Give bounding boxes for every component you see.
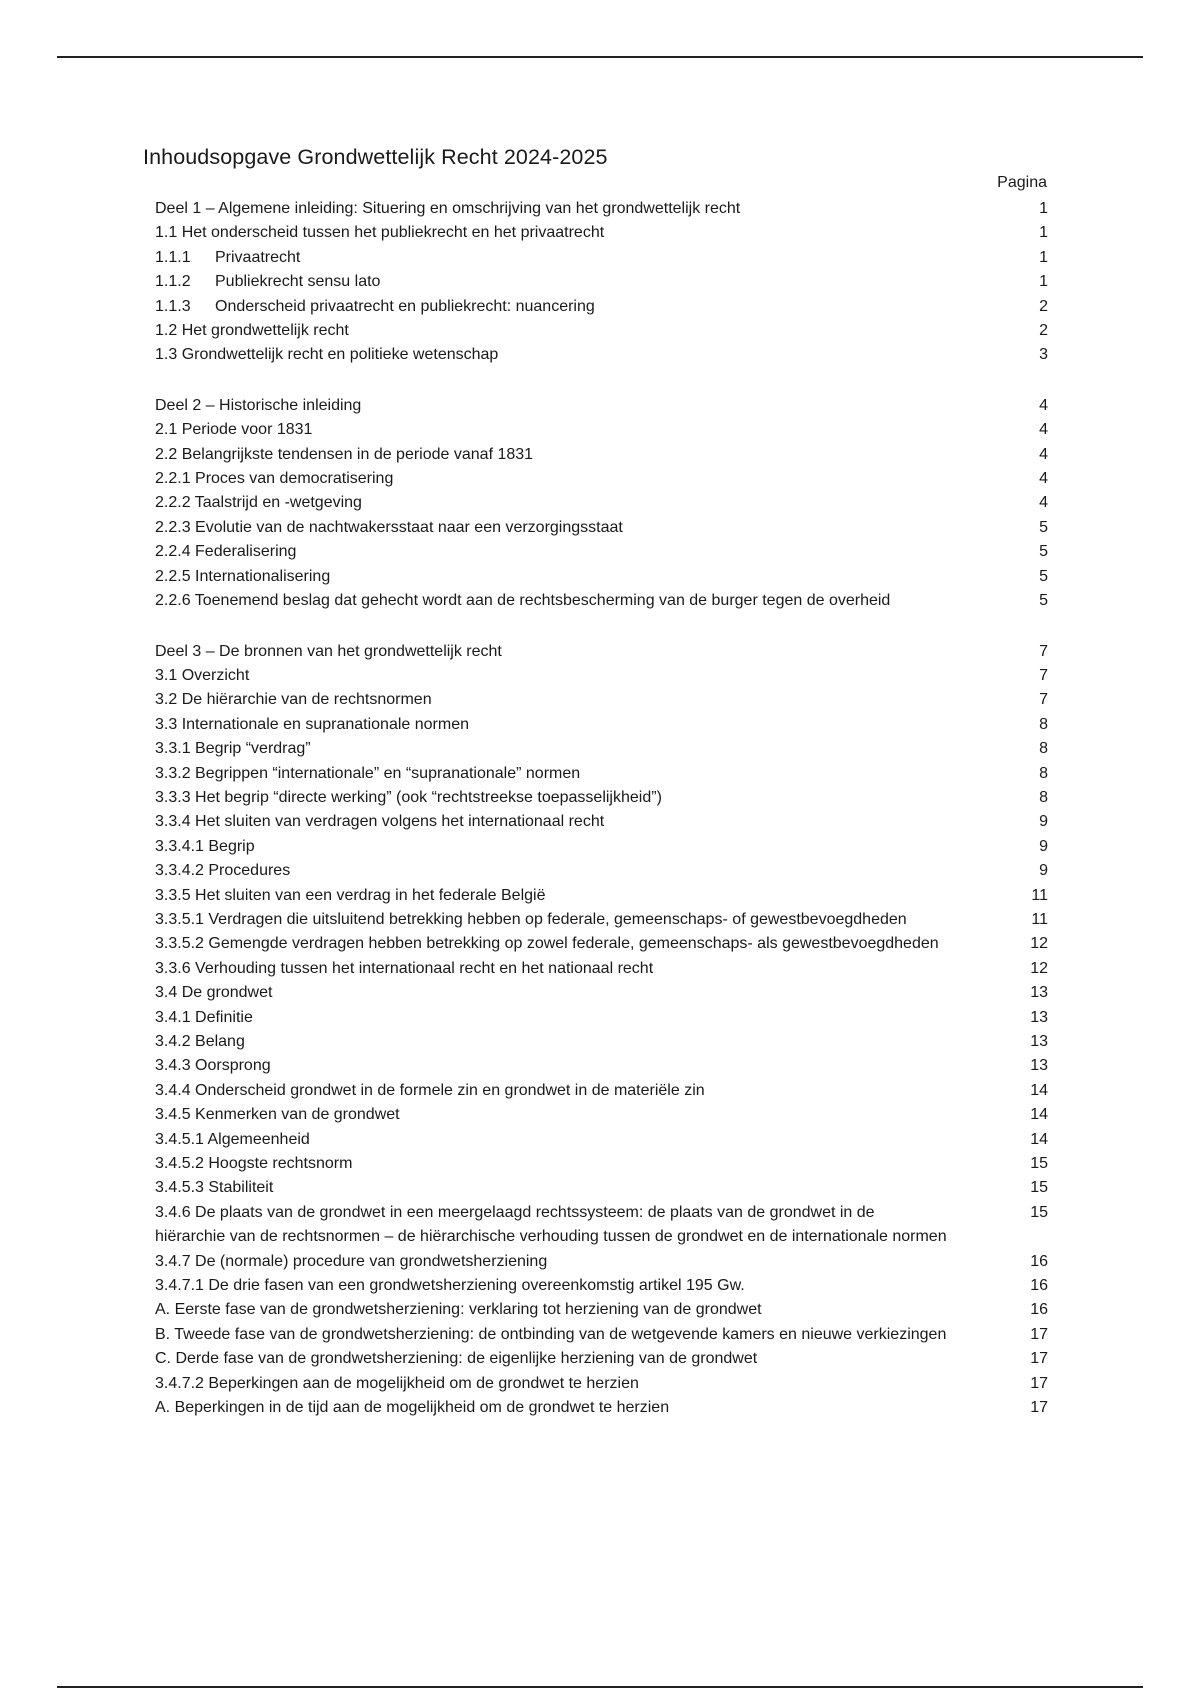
toc-entry-text: B. Tweede fase van de grondwetsherziening: de ontbinding van de wetgevende kamers en nieuwe verkiezingen bbox=[155, 1325, 947, 1343]
toc-entry-text: 3.3.4.2 Procedures bbox=[155, 862, 291, 880]
toc-entry-label bbox=[155, 1006, 1008, 1030]
toc-entry-text: Privaatrecht bbox=[215, 248, 301, 266]
toc-entry-text: 3.3.4.1 Begrip bbox=[155, 837, 255, 855]
toc-entry-text: 1.2 Het grondwettelijk recht bbox=[155, 322, 349, 340]
toc-entry-page: 17 bbox=[1030, 1374, 1048, 1392]
page-column-header: Pagina bbox=[997, 174, 1047, 191]
toc-entry-label bbox=[155, 1176, 1008, 1200]
toc-entry bbox=[155, 1054, 1048, 1078]
toc-entry-text: 1.3 Grondwettelijk recht en politieke wetenschap bbox=[155, 346, 499, 364]
toc-entry-label bbox=[155, 810, 1008, 834]
toc-entry-label bbox=[155, 1250, 1008, 1274]
toc-entry-page: 4 bbox=[1039, 421, 1048, 439]
toc-entry-text: 2.2.3 Evolutie van de nachtwakersstaat naar een verzorgingsstaat bbox=[155, 518, 623, 536]
toc-entry bbox=[155, 516, 1048, 540]
toc-entry bbox=[155, 565, 1048, 589]
toc-entry-page: 15 bbox=[1030, 1179, 1048, 1197]
toc-entry-page: 1 bbox=[1039, 200, 1048, 217]
toc-entry-text: 3.3.2 Begrippen “internationale” en “supranationale” normen bbox=[155, 764, 581, 782]
toc-entry bbox=[155, 1396, 1048, 1420]
toc-entry-page: 17 bbox=[1030, 1399, 1048, 1417]
toc-entry-label bbox=[155, 295, 1008, 319]
toc-entry bbox=[155, 932, 1048, 956]
toc-entry-text: Deel 2 – Historische inleiding bbox=[155, 396, 362, 414]
toc-entry-page: 8 bbox=[1039, 715, 1048, 733]
toc-entry-page: 9 bbox=[1039, 837, 1048, 855]
toc-entry-label bbox=[155, 1152, 1008, 1176]
toc-entry-label bbox=[155, 1274, 1008, 1298]
toc-entry-text: 3.3.3 Het begrip “directe werking” (ook “rechtstreekse toepasselijkheid”) bbox=[155, 788, 662, 806]
toc-entry-label bbox=[155, 565, 1008, 589]
toc-entry-label bbox=[155, 1201, 1008, 1250]
toc-entry-page: 5 bbox=[1039, 543, 1048, 561]
toc-entry-text: 3.4.5.3 Stabiliteit bbox=[155, 1179, 274, 1197]
document-title: Inhoudsopgave Grondwettelijk Recht 2024-2025 bbox=[143, 145, 608, 169]
toc-entry-label bbox=[155, 981, 1008, 1005]
toc-entry-text: Publiekrecht sensu lato bbox=[215, 273, 381, 291]
toc-entry bbox=[155, 1274, 1048, 1298]
toc-entry-page: 5 bbox=[1039, 592, 1048, 610]
toc-entry-page: 15 bbox=[1030, 1203, 1048, 1221]
toc-entry-label bbox=[155, 908, 1008, 932]
toc-entry-text: 3.4.7.2 Beperkingen aan de mogelijkheid om de grondwet te herzien bbox=[155, 1374, 639, 1392]
toc-entry bbox=[155, 1323, 1048, 1347]
toc-entry-page: 2 bbox=[1039, 322, 1048, 340]
toc-entry bbox=[155, 1201, 1048, 1250]
toc-entry-text: 3.4.5.1 Algemeenheid bbox=[155, 1130, 310, 1148]
toc-entry-text: Deel 1 – Algemene inleiding: Situering en omschrijving van het grondwettelijk recht bbox=[155, 200, 741, 217]
toc-entry bbox=[155, 197, 1048, 221]
toc-entry bbox=[155, 295, 1048, 319]
toc-entry-label bbox=[155, 1103, 1008, 1127]
toc-entry-text: 3.4.5.2 Hoogste rechtsnorm bbox=[155, 1155, 353, 1173]
toc-entry-page: 17 bbox=[1030, 1350, 1048, 1368]
toc-entry-label bbox=[155, 835, 1008, 859]
toc-entry-page: 13 bbox=[1030, 1033, 1048, 1050]
toc-entry-label bbox=[155, 319, 1008, 343]
toc-entry-label bbox=[155, 197, 1008, 221]
toc-entry-page: 8 bbox=[1039, 764, 1048, 782]
toc-entry-page: 12 bbox=[1030, 935, 1048, 953]
toc-entry bbox=[155, 394, 1048, 418]
toc-entry-text: 3.4.3 Oorsprong bbox=[155, 1057, 271, 1075]
toc-entry-page: 1 bbox=[1039, 224, 1048, 242]
toc-entry-text: 2.2.4 Federalisering bbox=[155, 543, 297, 561]
toc-entry-label bbox=[155, 443, 1008, 467]
toc-entry-text: 3.3 Internationale en supranationale normen bbox=[155, 715, 469, 733]
toc-entry-text: 3.3.1 Begrip “verdrag” bbox=[155, 740, 311, 758]
toc-entry bbox=[155, 343, 1048, 367]
toc-entry-page: 4 bbox=[1039, 494, 1048, 512]
toc-entry bbox=[155, 1006, 1048, 1030]
toc-entry bbox=[155, 640, 1048, 664]
toc-entry-label bbox=[155, 1298, 1008, 1322]
toc-entry bbox=[155, 908, 1048, 932]
toc-entry bbox=[155, 221, 1048, 245]
toc-entry-text: 3.4.5 Kenmerken van de grondwet bbox=[155, 1106, 400, 1124]
toc-entry-text: 3.2 De hiërarchie van de rechtsnormen bbox=[155, 691, 432, 709]
toc-entry-label bbox=[155, 270, 1008, 294]
toc-entry bbox=[155, 1128, 1048, 1152]
toc-entry bbox=[155, 786, 1048, 810]
toc-entry-page: 16 bbox=[1030, 1301, 1048, 1319]
toc-entry bbox=[155, 1372, 1048, 1396]
toc-entry-label bbox=[155, 1054, 1008, 1078]
toc-entry-page: 2 bbox=[1039, 297, 1048, 315]
toc-entry-label bbox=[155, 1372, 1008, 1396]
toc-entry-page: 5 bbox=[1039, 567, 1048, 585]
toc-entry-page: 3 bbox=[1039, 346, 1048, 364]
toc-entry-page: 7 bbox=[1039, 691, 1048, 709]
toc-entry-label bbox=[155, 491, 1008, 515]
toc-entry-label bbox=[155, 1347, 1008, 1371]
toc-entry-page: 13 bbox=[1030, 1008, 1048, 1026]
toc-entry-label bbox=[155, 1030, 1008, 1054]
toc-entry bbox=[155, 319, 1048, 343]
footer-rule bbox=[57, 1686, 1143, 1688]
toc-entry-page: 1 bbox=[1039, 248, 1048, 266]
toc-entry-text: 3.3.5.1 Verdragen die uitsluitend betrekking hebben op federale, gemeenschaps- of gewestbevoegdheden bbox=[155, 910, 907, 928]
toc-entry bbox=[155, 737, 1048, 761]
toc-entry-text: 2.2.6 Toenemend beslag dat gehecht wordt aan de rechtsbescherming van de burger tegen de overheid bbox=[155, 592, 891, 610]
toc-entry bbox=[155, 1176, 1048, 1200]
toc-entry-text: 3.4 De grondwet bbox=[155, 984, 273, 1002]
toc-entry-page: 14 bbox=[1030, 1130, 1048, 1148]
toc-entry-page: 4 bbox=[1039, 445, 1048, 463]
toc-entry bbox=[155, 540, 1048, 564]
toc-entry bbox=[155, 688, 1048, 712]
toc-entry-text: C. Derde fase van de grondwetsherziening: de eigenlijke herziening van de grondwet bbox=[155, 1350, 758, 1368]
toc-entry-text: 3.4.1 Definitie bbox=[155, 1008, 253, 1026]
toc-entry-label bbox=[155, 713, 1008, 737]
toc-entry-page: 7 bbox=[1039, 642, 1048, 660]
toc-entry bbox=[155, 957, 1048, 981]
toc-entry-label bbox=[155, 246, 1008, 270]
toc-entry-label bbox=[155, 932, 1008, 956]
toc-entry bbox=[155, 981, 1048, 1005]
toc-entry-label bbox=[155, 516, 1008, 540]
toc-entry-text: 3.3.6 Verhouding tussen het internationaal recht en het nationaal recht bbox=[155, 959, 654, 977]
toc-entry-text: 3.3.5.2 Gemengde verdragen hebben betrekking op zowel federale, gemeenschaps- als gewestbevoegdheden bbox=[155, 935, 939, 953]
toc-entry-text: 2.2 Belangrijkste tendensen in de periode vanaf 1831 bbox=[155, 445, 534, 463]
toc-entry-page: 11 bbox=[1031, 886, 1048, 904]
toc-entry-page: 13 bbox=[1030, 1057, 1048, 1075]
toc-entry bbox=[155, 418, 1048, 442]
toc-entry-text: Onderscheid privaatrecht en publiekrecht: nuancering bbox=[215, 297, 595, 315]
toc-entry-page: 7 bbox=[1039, 666, 1048, 684]
toc-entry bbox=[155, 1347, 1048, 1371]
toc-entry-page: 11 bbox=[1031, 910, 1048, 928]
toc-entry-label bbox=[155, 540, 1008, 564]
toc-entry-page: 9 bbox=[1039, 813, 1048, 831]
toc-entry-page: 14 bbox=[1030, 1081, 1048, 1099]
toc-entry-text: 2.2.1 Proces van democratisering bbox=[155, 470, 394, 488]
toc-entry-label bbox=[155, 884, 1008, 908]
toc-entry bbox=[155, 884, 1048, 908]
toc-entry-text: A. Eerste fase van de grondwetsherziening: verklaring tot herziening van de grondwet bbox=[155, 1301, 762, 1319]
toc-entry bbox=[155, 270, 1048, 294]
toc-entry bbox=[155, 1079, 1048, 1103]
toc-entry-label bbox=[155, 786, 1008, 810]
toc-entry-page: 15 bbox=[1030, 1155, 1048, 1173]
toc-entry-label bbox=[155, 957, 1008, 981]
toc-entry-page: 16 bbox=[1030, 1252, 1048, 1270]
toc-entry-page: 16 bbox=[1030, 1277, 1048, 1295]
toc-entry-label bbox=[155, 859, 1008, 883]
toc-entry-page: 12 bbox=[1030, 959, 1048, 977]
toc-entry bbox=[155, 762, 1048, 786]
header-rule bbox=[57, 56, 1143, 58]
toc-entry bbox=[155, 246, 1048, 270]
toc-entry bbox=[155, 467, 1048, 491]
toc-entry-page: 14 bbox=[1030, 1106, 1048, 1124]
toc-entry-number: 1.1.1 bbox=[155, 248, 191, 266]
toc-entry-text: Deel 3 – De bronnen van het grondwettelijk recht bbox=[155, 642, 502, 660]
toc-entry bbox=[155, 1298, 1048, 1322]
toc-entry bbox=[155, 713, 1048, 737]
toc-entry-label bbox=[155, 1128, 1008, 1152]
toc-entry bbox=[155, 664, 1048, 688]
toc-entry-label bbox=[155, 1323, 1008, 1347]
toc-entry-number: 1.1.2 bbox=[155, 273, 191, 291]
toc-entry-page: 1 bbox=[1039, 273, 1048, 291]
toc-entry bbox=[155, 443, 1048, 467]
toc-entry-text: 3.4.7 De (normale) procedure van grondwetsherziening bbox=[155, 1252, 548, 1270]
toc-entry-label bbox=[155, 394, 1008, 418]
toc-entry bbox=[155, 589, 1048, 613]
toc-entry bbox=[155, 859, 1048, 883]
toc-entry-label bbox=[155, 688, 1008, 712]
toc-entry bbox=[155, 1152, 1048, 1176]
toc-entry-page: 8 bbox=[1039, 788, 1048, 806]
toc-entry-label bbox=[155, 1079, 1008, 1103]
toc-entry bbox=[155, 810, 1048, 834]
toc-entry-text: 3.4.6 De plaats van de grondwet in een meergelaagd rechtssysteem: de plaats van de grondwet in de hiërarchie van de rechtsnormen – de hiërarchische verhouding tussen de grondwet en de internationale normen bbox=[155, 1203, 947, 1246]
toc-entry bbox=[155, 1030, 1048, 1054]
toc-entry bbox=[155, 491, 1048, 515]
toc-entry-page: 4 bbox=[1039, 396, 1048, 414]
toc-entry-text: A. Beperkingen in de tijd aan de mogelijkheid om de grondwet te herzien bbox=[155, 1399, 670, 1417]
toc-entry-page: 13 bbox=[1030, 984, 1048, 1002]
toc-entry-label bbox=[155, 589, 1008, 613]
toc-entry-label bbox=[155, 467, 1008, 491]
toc-entry-text: 2.2.2 Taalstrijd en -wetgeving bbox=[155, 494, 362, 512]
toc-entry-label bbox=[155, 737, 1008, 761]
toc-entry bbox=[155, 1103, 1048, 1127]
toc-entry-label bbox=[155, 343, 1008, 367]
toc-entry-label bbox=[155, 418, 1008, 442]
toc-entry-page: 8 bbox=[1039, 740, 1048, 758]
toc-entry-label bbox=[155, 221, 1008, 245]
toc-entry-text: 3.4.7.1 De drie fasen van een grondwetsherziening overeenkomstig artikel 195 Gw. bbox=[155, 1277, 745, 1295]
toc-entry-text: 3.4.4 Onderscheid grondwet in de formele zin en grondwet in de materiële zin bbox=[155, 1081, 705, 1099]
toc-entry-label bbox=[155, 762, 1008, 786]
toc-entry bbox=[155, 1250, 1048, 1274]
toc-entry-text: 3.3.5 Het sluiten van een verdrag in het federale België bbox=[155, 886, 546, 904]
toc-entry-page: 17 bbox=[1030, 1325, 1048, 1343]
toc-entry-page: 5 bbox=[1039, 518, 1048, 536]
toc-entry-label bbox=[155, 640, 1008, 664]
toc-entry-text: 3.3.4 Het sluiten van verdragen volgens het internationaal recht bbox=[155, 813, 605, 831]
toc-entry-label bbox=[155, 1396, 1008, 1420]
toc-entry-text: 3.1 Overzicht bbox=[155, 666, 250, 684]
toc-entry-text: 2.1 Periode voor 1831 bbox=[155, 421, 313, 439]
toc-entry-page: 9 bbox=[1039, 862, 1048, 880]
toc-entry-label bbox=[155, 664, 1008, 688]
toc-entry-text: 2.2.5 Internationalisering bbox=[155, 567, 331, 585]
table-of-contents bbox=[155, 197, 1048, 1421]
toc-entry-text: 1.1 Het onderscheid tussen het publiekrecht en het privaatrecht bbox=[155, 224, 605, 242]
toc-entry bbox=[155, 835, 1048, 859]
toc-entry-number: 1.1.3 bbox=[155, 297, 191, 315]
toc-entry-text: 3.4.2 Belang bbox=[155, 1033, 245, 1050]
toc-entry-page: 4 bbox=[1039, 470, 1048, 488]
